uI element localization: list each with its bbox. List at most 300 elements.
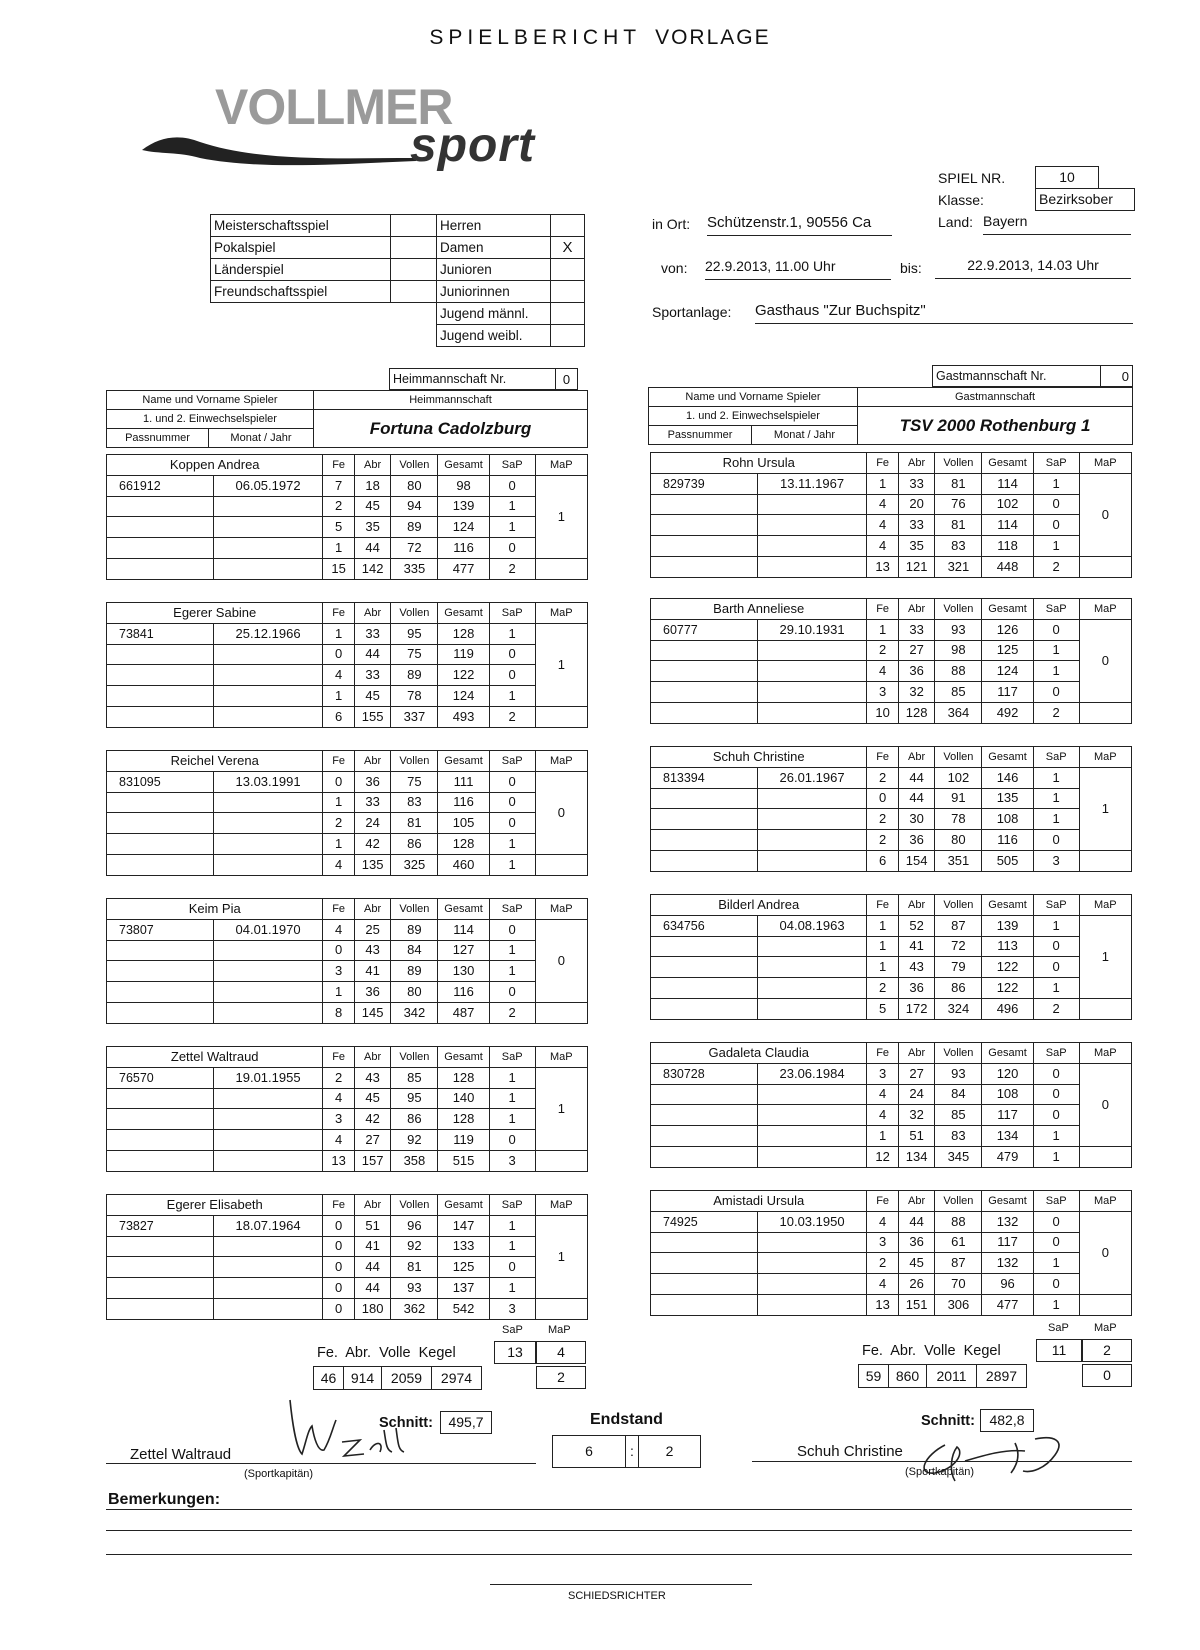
score-sap[interactable]: 0 — [1033, 619, 1079, 640]
score-vollen[interactable]: 89 — [391, 517, 438, 538]
score-sap[interactable]: 0 — [1033, 830, 1079, 851]
total-vollen[interactable]: 342 — [391, 1002, 438, 1023]
score-vollen[interactable]: 92 — [391, 1236, 438, 1257]
score-vollen[interactable]: 96 — [391, 1215, 438, 1236]
score-gesamt[interactable]: 124 — [438, 686, 489, 707]
score-abr[interactable]: 44 — [354, 1257, 391, 1278]
empty-cell[interactable] — [107, 792, 214, 813]
score-fe[interactable]: 0 — [867, 788, 898, 809]
score-fe[interactable]: 2 — [323, 813, 354, 834]
score-vollen[interactable]: 93 — [391, 1278, 438, 1299]
land-field[interactable]: Bayern — [983, 213, 1131, 235]
score-vollen[interactable]: 95 — [391, 623, 438, 644]
score-vollen[interactable]: 86 — [391, 834, 438, 855]
player-name[interactable]: Gadaleta Claudia — [651, 1043, 867, 1064]
total-fe[interactable]: 0 — [323, 1298, 354, 1319]
category-checkbox[interactable] — [551, 215, 585, 237]
score-gesamt[interactable]: 114 — [982, 515, 1033, 536]
score-gesamt[interactable]: 111 — [438, 771, 489, 792]
empty-cell[interactable] — [651, 1126, 758, 1147]
score-sap[interactable]: 0 — [489, 538, 535, 559]
player-name[interactable]: Barth Anneliese — [651, 599, 867, 620]
empty-cell[interactable] — [757, 702, 867, 723]
score-gesamt[interactable]: 122 — [438, 665, 489, 686]
score-fe[interactable]: 2 — [867, 640, 898, 661]
player-name[interactable]: Keim Pia — [107, 899, 323, 920]
score-vollen[interactable]: 81 — [391, 1257, 438, 1278]
score-sap[interactable]: 0 — [1033, 1084, 1079, 1105]
bemerkungen-line-3[interactable] — [106, 1554, 1132, 1555]
score-vollen[interactable]: 87 — [935, 1253, 982, 1274]
empty-cell[interactable] — [757, 1084, 867, 1105]
score-vollen[interactable]: 78 — [391, 686, 438, 707]
score-sap[interactable]: 0 — [1033, 1211, 1079, 1232]
score-sap[interactable]: 0 — [1033, 1063, 1079, 1084]
score-vollen[interactable]: 80 — [391, 475, 438, 496]
empty-cell[interactable] — [651, 661, 758, 682]
empty-cell[interactable] — [757, 1146, 867, 1167]
score-vollen[interactable]: 80 — [391, 982, 438, 1003]
category-checkbox[interactable] — [551, 259, 585, 281]
total-abr[interactable]: 145 — [354, 1002, 391, 1023]
total-fe[interactable]: 13 — [867, 1294, 898, 1315]
player-date[interactable]: 26.01.1967 — [757, 767, 867, 788]
score-vollen[interactable]: 83 — [935, 536, 982, 557]
home-schnitt-field[interactable]: 495,7 — [440, 1411, 492, 1434]
guest-sum-kegel[interactable]: 2897 — [977, 1365, 1027, 1388]
score-vollen[interactable]: 75 — [391, 644, 438, 665]
empty-cell[interactable] — [213, 1257, 323, 1278]
score-gesamt[interactable]: 105 — [438, 813, 489, 834]
bemerkungen-line-2[interactable] — [106, 1530, 1132, 1531]
total-fe[interactable]: 6 — [323, 706, 354, 727]
score-vollen[interactable]: 92 — [391, 1130, 438, 1151]
score-gesamt[interactable]: 117 — [982, 1105, 1033, 1126]
score-fe[interactable]: 1 — [323, 623, 354, 644]
empty-cell[interactable] — [107, 517, 214, 538]
empty-cell[interactable] — [651, 809, 758, 830]
total-vollen[interactable]: 335 — [391, 558, 438, 579]
empty-cell[interactable] — [651, 978, 758, 999]
total-fe[interactable]: 6 — [867, 850, 898, 871]
score-sap[interactable]: 0 — [1033, 936, 1079, 957]
score-sap[interactable]: 0 — [1033, 957, 1079, 978]
empty-cell[interactable] — [651, 1146, 758, 1167]
score-gesamt[interactable]: 128 — [438, 1067, 489, 1088]
empty-cell[interactable] — [107, 538, 214, 559]
von-field[interactable]: 22.9.2013, 11.00 Uhr — [705, 258, 891, 280]
empty-cell[interactable] — [107, 1150, 214, 1171]
player-map[interactable]: 0 — [535, 771, 587, 854]
score-fe[interactable]: 4 — [323, 665, 354, 686]
score-vollen[interactable]: 93 — [935, 1063, 982, 1084]
score-sap[interactable]: 0 — [489, 792, 535, 813]
score-gesamt[interactable]: 124 — [438, 517, 489, 538]
total-gesamt[interactable]: 515 — [438, 1150, 489, 1171]
score-gesamt[interactable]: 119 — [438, 644, 489, 665]
score-sap[interactable]: 0 — [489, 982, 535, 1003]
score-gesamt[interactable]: 126 — [982, 619, 1033, 640]
score-fe[interactable]: 4 — [867, 536, 898, 557]
player-date[interactable]: 13.03.1991 — [213, 771, 323, 792]
score-abr[interactable]: 45 — [354, 686, 391, 707]
empty-cell[interactable] — [213, 558, 323, 579]
score-abr[interactable]: 33 — [354, 623, 391, 644]
score-fe[interactable]: 4 — [323, 1088, 354, 1109]
player-date[interactable]: 13.11.1967 — [757, 473, 867, 494]
empty-cell[interactable] — [651, 702, 758, 723]
empty-cell[interactable] — [213, 1298, 323, 1319]
score-sap[interactable]: 1 — [489, 940, 535, 961]
score-sap[interactable]: 1 — [489, 1088, 535, 1109]
player-date[interactable]: 25.12.1966 — [213, 623, 323, 644]
score-fe[interactable]: 1 — [323, 792, 354, 813]
score-fe[interactable]: 4 — [867, 1211, 898, 1232]
empty-cell[interactable] — [651, 850, 758, 871]
empty-cell[interactable] — [213, 644, 323, 665]
guest-sum-sap[interactable]: 11 — [1036, 1339, 1082, 1362]
score-sap[interactable]: 1 — [1033, 536, 1079, 557]
empty-cell[interactable] — [757, 1105, 867, 1126]
score-vollen[interactable]: 102 — [935, 767, 982, 788]
score-fe[interactable]: 4 — [867, 515, 898, 536]
score-abr[interactable]: 27 — [898, 1063, 935, 1084]
score-abr[interactable]: 20 — [898, 494, 935, 515]
player-map[interactable]: 1 — [535, 1215, 587, 1298]
score-abr[interactable]: 33 — [898, 473, 935, 494]
empty-cell[interactable] — [213, 686, 323, 707]
score-fe[interactable]: 4 — [867, 1105, 898, 1126]
total-fe[interactable]: 15 — [323, 558, 354, 579]
score-gesamt[interactable]: 117 — [982, 682, 1033, 703]
total-abr[interactable]: 121 — [898, 556, 935, 577]
empty-cell[interactable] — [213, 1150, 323, 1171]
score-fe[interactable]: 2 — [323, 496, 354, 517]
total-gesamt[interactable]: 477 — [982, 1294, 1033, 1315]
home-sum-sap[interactable]: 13 — [494, 1341, 536, 1364]
score-fe[interactable]: 4 — [323, 1130, 354, 1151]
score-sap[interactable]: 1 — [489, 686, 535, 707]
total-vollen[interactable]: 351 — [935, 850, 982, 871]
score-gesamt[interactable]: 122 — [982, 978, 1033, 999]
score-vollen[interactable]: 84 — [935, 1084, 982, 1105]
total-gesamt[interactable]: 492 — [982, 702, 1033, 723]
empty-cell[interactable] — [757, 661, 867, 682]
empty-cell[interactable] — [107, 854, 214, 875]
empty-cell[interactable] — [651, 830, 758, 851]
score-fe[interactable]: 3 — [867, 1063, 898, 1084]
score-abr[interactable]: 45 — [354, 1088, 391, 1109]
total-vollen[interactable]: 362 — [391, 1298, 438, 1319]
score-abr[interactable]: 30 — [898, 809, 935, 830]
home-sum-kegel[interactable]: 2974 — [432, 1367, 482, 1390]
score-vollen[interactable]: 89 — [391, 919, 438, 940]
empty-cell[interactable] — [651, 1294, 758, 1315]
score-abr[interactable]: 35 — [898, 536, 935, 557]
score-vollen[interactable]: 70 — [935, 1274, 982, 1295]
total-abr[interactable]: 172 — [898, 998, 935, 1019]
empty-cell[interactable] — [757, 1274, 867, 1295]
score-abr[interactable]: 43 — [898, 957, 935, 978]
total-fe[interactable]: 13 — [323, 1150, 354, 1171]
empty-cell[interactable] — [651, 1253, 758, 1274]
score-fe[interactable]: 1 — [323, 834, 354, 855]
category-checkbox[interactable] — [551, 281, 585, 303]
total-fe[interactable]: 13 — [867, 556, 898, 577]
score-vollen[interactable]: 80 — [935, 830, 982, 851]
score-sap[interactable]: 0 — [489, 1257, 535, 1278]
score-gesamt[interactable]: 116 — [438, 792, 489, 813]
score-abr[interactable]: 44 — [354, 644, 391, 665]
score-fe[interactable]: 2 — [867, 767, 898, 788]
score-fe[interactable]: 1 — [867, 936, 898, 957]
score-fe[interactable]: 2 — [323, 1067, 354, 1088]
score-sap[interactable]: 0 — [489, 1130, 535, 1151]
player-date[interactable]: 19.01.1955 — [213, 1067, 323, 1088]
total-vollen[interactable]: 358 — [391, 1150, 438, 1171]
score-sap[interactable]: 0 — [1033, 515, 1079, 536]
empty-cell[interactable] — [757, 556, 867, 577]
home-sum-fe[interactable]: 46 — [314, 1367, 344, 1390]
score-abr[interactable]: 36 — [898, 661, 935, 682]
total-abr[interactable]: 180 — [354, 1298, 391, 1319]
score-fe[interactable]: 4 — [867, 661, 898, 682]
score-abr[interactable]: 45 — [898, 1253, 935, 1274]
empty-cell[interactable] — [651, 998, 758, 1019]
score-abr[interactable]: 33 — [898, 515, 935, 536]
score-abr[interactable]: 36 — [354, 982, 391, 1003]
score-gesamt[interactable]: 117 — [982, 1232, 1033, 1253]
score-gesamt[interactable]: 130 — [438, 961, 489, 982]
empty-cell[interactable] — [213, 1236, 323, 1257]
empty-cell[interactable] — [213, 940, 323, 961]
empty-cell[interactable] — [107, 834, 214, 855]
empty-cell[interactable] — [757, 1232, 867, 1253]
score-abr[interactable]: 44 — [354, 538, 391, 559]
total-gesamt[interactable]: 477 — [438, 558, 489, 579]
score-fe[interactable]: 2 — [867, 809, 898, 830]
player-map[interactable]: 1 — [1079, 915, 1131, 998]
guest-sum-fe[interactable]: 59 — [859, 1365, 889, 1388]
total-abr[interactable]: 134 — [898, 1146, 935, 1167]
score-abr[interactable]: 33 — [898, 619, 935, 640]
score-fe[interactable]: 0 — [323, 1278, 354, 1299]
total-gesamt[interactable]: 448 — [982, 556, 1033, 577]
score-sap[interactable]: 0 — [1033, 494, 1079, 515]
empty-cell[interactable] — [213, 1130, 323, 1151]
score-gesamt[interactable]: 139 — [982, 915, 1033, 936]
score-abr[interactable]: 32 — [898, 682, 935, 703]
total-fe[interactable]: 5 — [867, 998, 898, 1019]
empty-cell[interactable] — [651, 1105, 758, 1126]
total-sap[interactable]: 2 — [489, 706, 535, 727]
empty-cell[interactable] — [107, 706, 214, 727]
score-abr[interactable]: 36 — [898, 978, 935, 999]
score-sap[interactable]: 1 — [489, 961, 535, 982]
score-fe[interactable]: 1 — [867, 957, 898, 978]
total-abr[interactable]: 151 — [898, 1294, 935, 1315]
score-abr[interactable]: 36 — [898, 830, 935, 851]
home-sum-volle[interactable]: 2059 — [382, 1367, 432, 1390]
player-pass[interactable]: 74925 — [651, 1211, 758, 1232]
score-vollen[interactable]: 89 — [391, 665, 438, 686]
empty-cell[interactable] — [213, 813, 323, 834]
total-gesamt[interactable]: 496 — [982, 998, 1033, 1019]
score-abr[interactable]: 44 — [354, 1278, 391, 1299]
guest-team-nr-field[interactable]: 0 — [1101, 366, 1133, 387]
empty-cell[interactable] — [107, 558, 214, 579]
home-team-nr-field[interactable]: 0 — [556, 369, 578, 390]
competition-type-checkbox[interactable] — [391, 215, 437, 237]
score-abr[interactable]: 43 — [354, 1067, 391, 1088]
total-gesamt[interactable]: 542 — [438, 1298, 489, 1319]
score-fe[interactable]: 4 — [867, 1084, 898, 1105]
home-team-name[interactable]: Fortuna Cadolzburg — [314, 410, 588, 448]
category-checkbox[interactable] — [551, 325, 585, 347]
schiedsrichter-line[interactable] — [490, 1584, 752, 1585]
empty-cell[interactable] — [757, 536, 867, 557]
score-sap[interactable]: 0 — [1033, 1274, 1079, 1295]
score-gesamt[interactable]: 133 — [438, 1236, 489, 1257]
score-fe[interactable]: 1 — [323, 538, 354, 559]
score-vollen[interactable]: 72 — [391, 538, 438, 559]
total-gesamt[interactable]: 460 — [438, 854, 489, 875]
total-abr[interactable]: 128 — [898, 702, 935, 723]
score-fe[interactable]: 1 — [867, 915, 898, 936]
empty-cell[interactable] — [651, 1232, 758, 1253]
score-vollen[interactable]: 98 — [935, 640, 982, 661]
total-fe[interactable]: 4 — [323, 854, 354, 875]
player-pass[interactable]: 634756 — [651, 915, 758, 936]
score-vollen[interactable]: 81 — [935, 515, 982, 536]
guest-team-name[interactable]: TSV 2000 Rothenburg 1 — [858, 407, 1133, 445]
empty-cell[interactable] — [107, 1257, 214, 1278]
total-vollen[interactable]: 337 — [391, 706, 438, 727]
empty-cell[interactable] — [213, 961, 323, 982]
score-vollen[interactable]: 88 — [935, 1211, 982, 1232]
player-pass[interactable]: 73807 — [107, 919, 214, 940]
total-gesamt[interactable]: 505 — [982, 850, 1033, 871]
score-abr[interactable]: 25 — [354, 919, 391, 940]
sportanlage-field[interactable]: Gasthaus "Zur Buchspitz" — [755, 302, 1133, 324]
empty-cell[interactable] — [757, 1126, 867, 1147]
player-pass[interactable]: 831095 — [107, 771, 214, 792]
score-fe[interactable]: 0 — [323, 1257, 354, 1278]
score-abr[interactable]: 32 — [898, 1105, 935, 1126]
empty-cell[interactable] — [757, 1253, 867, 1274]
player-map[interactable]: 1 — [535, 1067, 587, 1150]
total-fe[interactable]: 12 — [867, 1146, 898, 1167]
score-gesamt[interactable]: 128 — [438, 623, 489, 644]
total-vollen[interactable]: 321 — [935, 556, 982, 577]
player-name[interactable]: Egerer Sabine — [107, 603, 323, 624]
score-fe[interactable]: 0 — [323, 771, 354, 792]
score-fe[interactable]: 5 — [323, 517, 354, 538]
score-vollen[interactable]: 79 — [935, 957, 982, 978]
score-fe[interactable]: 1 — [323, 686, 354, 707]
score-gesamt[interactable]: 116 — [438, 538, 489, 559]
score-abr[interactable]: 42 — [354, 834, 391, 855]
empty-cell[interactable] — [107, 1236, 214, 1257]
score-sap[interactable]: 1 — [1033, 640, 1079, 661]
score-gesamt[interactable]: 124 — [982, 661, 1033, 682]
score-gesamt[interactable]: 125 — [982, 640, 1033, 661]
total-sap[interactable]: 1 — [1033, 1294, 1079, 1315]
player-map[interactable]: 1 — [535, 475, 587, 558]
empty-cell[interactable] — [757, 515, 867, 536]
score-abr[interactable]: 45 — [354, 496, 391, 517]
score-vollen[interactable]: 81 — [391, 813, 438, 834]
empty-cell[interactable] — [651, 556, 758, 577]
score-gesamt[interactable]: 108 — [982, 809, 1033, 830]
score-gesamt[interactable]: 98 — [438, 475, 489, 496]
player-pass[interactable]: 829739 — [651, 473, 758, 494]
empty-cell[interactable] — [107, 961, 214, 982]
score-fe[interactable]: 2 — [867, 830, 898, 851]
total-abr[interactable]: 155 — [354, 706, 391, 727]
empty-cell[interactable] — [757, 830, 867, 851]
empty-cell[interactable] — [213, 1002, 323, 1023]
empty-cell[interactable] — [651, 494, 758, 515]
score-gesamt[interactable]: 146 — [982, 767, 1033, 788]
score-abr[interactable]: 24 — [898, 1084, 935, 1105]
player-name[interactable]: Reichel Verena — [107, 751, 323, 772]
guest-sum-map[interactable]: 2 — [1082, 1339, 1132, 1362]
total-sap[interactable]: 2 — [1033, 998, 1079, 1019]
score-gesamt[interactable]: 128 — [438, 834, 489, 855]
empty-cell[interactable] — [757, 936, 867, 957]
score-fe[interactable]: 3 — [323, 961, 354, 982]
empty-cell[interactable] — [107, 813, 214, 834]
score-abr[interactable]: 44 — [898, 788, 935, 809]
empty-cell[interactable] — [757, 957, 867, 978]
empty-cell[interactable] — [213, 854, 323, 875]
total-fe[interactable]: 8 — [323, 1002, 354, 1023]
score-vollen[interactable]: 81 — [935, 473, 982, 494]
total-abr[interactable]: 135 — [354, 854, 391, 875]
empty-cell[interactable] — [107, 1088, 214, 1109]
score-sap[interactable]: 1 — [1033, 661, 1079, 682]
empty-cell[interactable] — [757, 998, 867, 1019]
player-map[interactable]: 1 — [535, 623, 587, 706]
score-vollen[interactable]: 86 — [935, 978, 982, 999]
player-name[interactable]: Bilderl Andrea — [651, 895, 867, 916]
player-map[interactable]: 0 — [1079, 473, 1131, 556]
score-abr[interactable]: 51 — [354, 1215, 391, 1236]
empty-cell[interactable] — [651, 536, 758, 557]
guest-captain-name[interactable]: Schuh Christine — [797, 1443, 903, 1460]
empty-cell[interactable] — [651, 1084, 758, 1105]
score-sap[interactable]: 0 — [1033, 1232, 1079, 1253]
player-pass[interactable]: 73841 — [107, 623, 214, 644]
score-sap[interactable]: 1 — [489, 496, 535, 517]
empty-cell[interactable] — [651, 640, 758, 661]
score-fe[interactable]: 4 — [323, 919, 354, 940]
score-fe[interactable]: 0 — [323, 940, 354, 961]
score-abr[interactable]: 35 — [354, 517, 391, 538]
home-sum-map-result[interactable]: 2 — [536, 1366, 586, 1389]
score-gesamt[interactable]: 137 — [438, 1278, 489, 1299]
competition-type-checkbox[interactable] — [391, 237, 437, 259]
empty-cell[interactable] — [213, 1278, 323, 1299]
home-sum-abr[interactable]: 914 — [344, 1367, 382, 1390]
score-fe[interactable]: 4 — [867, 494, 898, 515]
empty-cell[interactable] — [213, 538, 323, 559]
player-pass[interactable]: 60777 — [651, 619, 758, 640]
score-gesamt[interactable]: 120 — [982, 1063, 1033, 1084]
score-vollen[interactable]: 75 — [391, 771, 438, 792]
total-abr[interactable]: 157 — [354, 1150, 391, 1171]
